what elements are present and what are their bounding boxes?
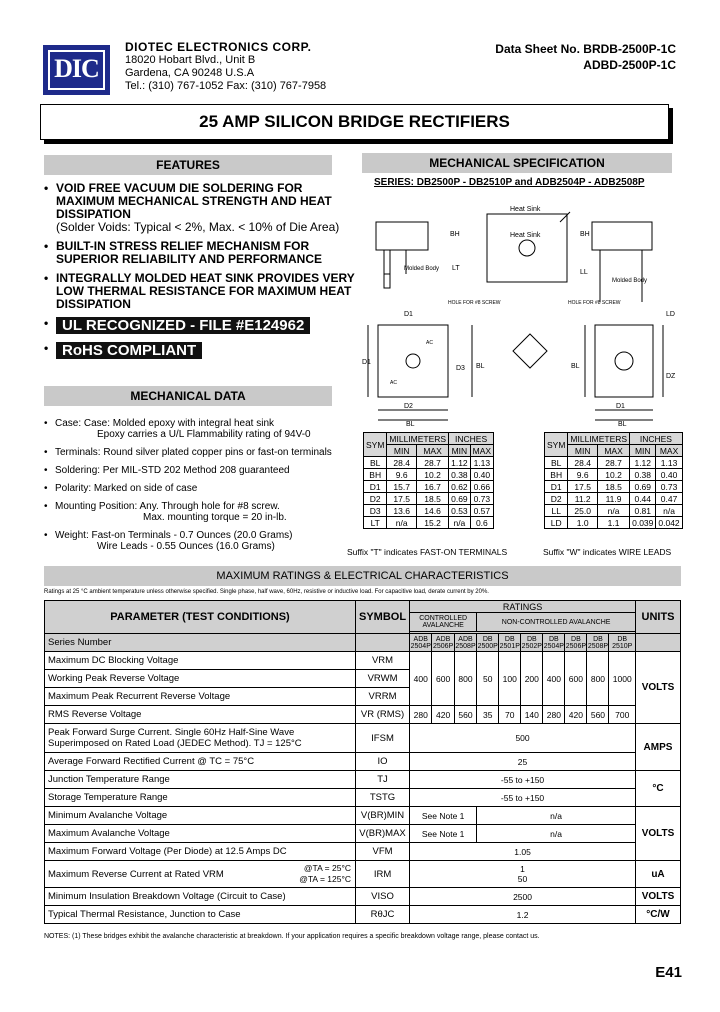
datasheet-number [495, 41, 676, 73]
label-heat-sink-top: Heat Sink [510, 232, 541, 239]
features-heading: FEATURES [44, 155, 332, 175]
bridge-symbol [513, 334, 547, 368]
ratings-table [44, 600, 681, 924]
table-row: Maximum Avalanche Voltage V(BR)MAX See Note 1 n/a [45, 825, 681, 843]
mech-weight: • Weight: Fast-on Terminals - 0.7 Ounces (20.0 Grams) Wire Leads - 0.55 Ounces (16.0 Grams) [44, 530, 364, 552]
label-bl-side: BL [476, 363, 485, 370]
logo-text: DIC [54, 54, 99, 83]
table-row: D2 11.2 11.9 0.44 0.47 [545, 493, 683, 505]
table-row: LL 25.0 n/a 0.81 n/a [545, 505, 683, 517]
bottom-view-terminals [378, 325, 448, 397]
col-parameter: PARAMETER (TEST CONDITIONS) [45, 601, 356, 634]
table-row: Maximum Reverse Current at Rated VRM @TA = 25°C @TA = 125°C IRM 1 50 uA [45, 861, 681, 888]
col-ratings: RATINGS [410, 601, 636, 613]
table-row: Typical Thermal Resistance, Junction to Case RθJC 1.2 °C/W [45, 906, 681, 924]
page-title: 25 AMP SILICON BRIDGE RECTIFIERS [40, 104, 669, 140]
suffix-t-note: Suffix "T" indicates FAST-ON TERMINALS [347, 547, 508, 557]
dimension-table-wire-leads: SYM MILLIMETERS INCHES MIN MAX MIN MAX BL 28.4 28.7 1.12 1.13 BH 9.6 10.2 0.38 0.40 D1 17.5 18.5 0.69 0.73 D2 11.2 11.9 0.44 0.47 LL 25.0 n/a 0.81 n/a LD 1.0 1.1 0.039 0.042 [544, 432, 683, 529]
page-number: E41 [655, 964, 682, 981]
ratings-heading: MAXIMUM RATINGS & ELECTRICAL CHARACTERISTICS [44, 566, 681, 586]
suffix-w-note: Suffix "W" indicates WIRE LEADS [543, 547, 672, 557]
solder-voids-note: (Solder Voids: Typical < 2%, Max. < 10% of Die Area) [56, 220, 340, 234]
label-bl: BL [406, 421, 415, 427]
phone-fax: Tel.: (310) 767-1052 Fax: (310) 767-7958 [125, 80, 327, 92]
table-row: BH 9.6 10.2 0.38 0.40 [364, 469, 494, 481]
footnote: NOTES: (1) These bridges exhibit the avalanche characteristic at breakdown. If your application requires a specific breakdown voltage range, please contact us. [44, 933, 540, 940]
mechanical-spec-heading: MECHANICAL SPECIFICATION [362, 153, 672, 173]
address-line-1: 18020 Hobart Blvd., Unit B [125, 54, 256, 66]
label-bh-2: BH [580, 231, 590, 238]
package-drawing [360, 192, 680, 427]
ul-badge: UL RECOGNIZED - FILE #E124962 [56, 317, 310, 334]
table-row: BH 9.6 10.2 0.38 0.40 [545, 469, 683, 481]
mechanical-data-heading: MECHANICAL DATA [44, 386, 332, 406]
table-row: Minimum Insulation Breakdown Voltage (Circuit to Case) VISO 2500 VOLTS [45, 888, 681, 906]
series-label: Series Number [45, 634, 356, 652]
table-row: RMS Reverse Voltage VR (RMS) 280 420 560 35 70 140 280 420 560 700 [45, 706, 681, 724]
mech-soldering: • Soldering: Per MIL-STD 202 Method 208 guaranteed [44, 465, 364, 476]
table-row: D1 17.5 18.5 0.69 0.73 [545, 481, 683, 493]
label-d2: D2 [404, 403, 413, 410]
table-row: D3 13.6 14.6 0.53 0.57 [364, 505, 494, 517]
table-row: Peak Forward Surge Current. Single 60Hz Half-Sine Wave Superimposed on Rated Load (JEDEC Method). TJ = 125°C IFSM 500 AMPS [45, 724, 681, 753]
label-bl-right-bottom: BL [618, 421, 627, 427]
label-bl-right: BL [571, 363, 580, 370]
label-d3: D3 [456, 365, 465, 372]
features-list [44, 182, 364, 365]
label-ac-2: AC [390, 380, 397, 386]
label-bh: BH [450, 231, 460, 238]
feature-item: • VOID FREE VACUUM DIE SOLDERING FOR MAXIMUM MECHANICAL STRENGTH AND HEAT DISSIPATION (Solder Voids: Typical < 2%, Max. < 10% of Die Area) [44, 182, 364, 234]
table-row: BL 28.4 28.7 1.12 1.13 [545, 457, 683, 469]
address-line-2: Gardena, CA 90248 U.S.A [125, 67, 255, 79]
label-hole: HOLE FOR #8 SCREW [448, 300, 501, 306]
table-row: Storage Temperature Range TSTG -55 to +150 [45, 789, 681, 807]
series-line: SERIES: DB2500P - DB2510P and ADB2504P - ADB2508P [374, 177, 645, 188]
ratings-fineprint: Ratings at 25 °C ambient temperature unless otherwise specified. Single phase, half wave, 60Hz, resistive or inductive load. For capacitive load, derate current by 20%. [44, 589, 489, 595]
table-row: D1 15.7 16.7 0.62 0.66 [364, 481, 494, 493]
datasheet-no-1: Data Sheet No. BRDB-2500P-1C [495, 42, 676, 56]
table-row: D2 17.5 18.5 0.69 0.73 [364, 493, 494, 505]
label-ld: LD [666, 311, 675, 318]
company-logo [43, 45, 110, 95]
label-lt: LT [452, 265, 460, 272]
side-view-body-right [592, 222, 652, 250]
table-row: Working Peak Reverse Voltage VRWM [45, 670, 681, 688]
table-row: Maximum Forward Voltage (Per Diode) at 12.5 Amps DC VFM 1.05 [45, 843, 681, 861]
table-row: Maximum DC Blocking Voltage VRM 400 600 800 50 100 200 400 600 800 1000 VOLTS [45, 652, 681, 670]
table-row: LD 1.0 1.1 0.039 0.042 [545, 517, 683, 529]
table-row: Maximum Peak Recurrent Reverse Voltage VRRM [45, 688, 681, 706]
rohs-badge: RoHS COMPLIANT [56, 342, 202, 359]
col-symbol: SYMBOL [356, 601, 410, 634]
label-d1-side: D1 [362, 359, 371, 366]
noncontrolled-avalanche: NON-CONTROLLED AVALANCHE [477, 613, 636, 632]
table-row: Junction Temperature Range TJ -55 to +150 °C [45, 771, 681, 789]
mechanical-data-list [44, 418, 364, 559]
label-molded-body-2: Molded Body [612, 278, 648, 284]
mech-polarity: • Polarity: Marked on side of case [44, 483, 364, 494]
label-d1-top: D1 [404, 311, 413, 318]
company-address-block [125, 41, 326, 93]
ul-recognized-item [44, 317, 364, 334]
label-ll: LL [580, 269, 588, 276]
dimension-table-fast-on: SYM MILLIMETERS INCHES MIN MAX MIN MAX BL 28.4 28.7 1.12 1.13 BH 9.6 10.2 0.38 0.40 D1 15.7 16.7 0.62 0.66 D2 17.5 18.5 0.69 0.73 D3 13.6 14.6 0.53 0.57 LT n/a 15.2 n/a 0.6 [363, 432, 494, 529]
col-units: UNITS [636, 601, 681, 634]
label-hole-2: HOLE FOR #8 SCREW [568, 300, 621, 306]
controlled-avalanche: CONTROLLED AVALANCHE [410, 613, 477, 632]
table-row: LT n/a 15.2 n/a 0.6 [364, 517, 494, 529]
company-name: DIOTEC ELECTRONICS CORP. [125, 40, 312, 54]
table-row: BL 28.4 28.7 1.12 1.13 [364, 457, 494, 469]
side-view-body-left [376, 222, 428, 250]
label-molded-body: Molded Body [404, 266, 440, 272]
mech-case: • Case: Case: Molded epoxy with integral heat sink Epoxy carries a U/L Flammability rating of 94V-0 [44, 418, 364, 440]
table-row: Series Number ADB 2504P ADB 2506P ADB 2508P DB 2500P DB 2501P DB 2502P DB 2504P DB 2506P DB 2508P DB 2510P [45, 634, 681, 652]
label-d1-right: D1 [616, 403, 625, 410]
label-heat-sink: Heat Sink [510, 206, 541, 213]
label-ac-1: AC [426, 340, 433, 346]
feature-item: • INTEGRALLY MOLDED HEAT SINK PROVIDES VERY LOW THERMAL RESISTANCE FOR MAXIMUM HEAT DISSIPATION [44, 272, 364, 311]
datasheet-no-2: ADBD-2500P-1C [583, 58, 676, 72]
mech-terminals: • Terminals: Round silver plated copper pins or fast-on terminals [44, 447, 364, 458]
rohs-item [44, 342, 364, 359]
top-view-square [487, 214, 567, 282]
feature-item: • BUILT-IN STRESS RELIEF MECHANISM FOR SUPERIOR RELIABILITY AND PERFORMANCE [44, 240, 364, 266]
bottom-view-wire-leads [595, 325, 653, 397]
table-row: Average Forward Rectified Current @ TC = 75°C IO 25 [45, 753, 681, 771]
table-row: Minimum Avalanche Voltage V(BR)MIN See Note 1 n/a VOLTS [45, 807, 681, 825]
mech-mounting: • Mounting Position: Any. Through hole for #8 screw. Max. mounting torque = 20 in-lb. [44, 501, 364, 523]
label-dz: DZ [666, 373, 676, 380]
